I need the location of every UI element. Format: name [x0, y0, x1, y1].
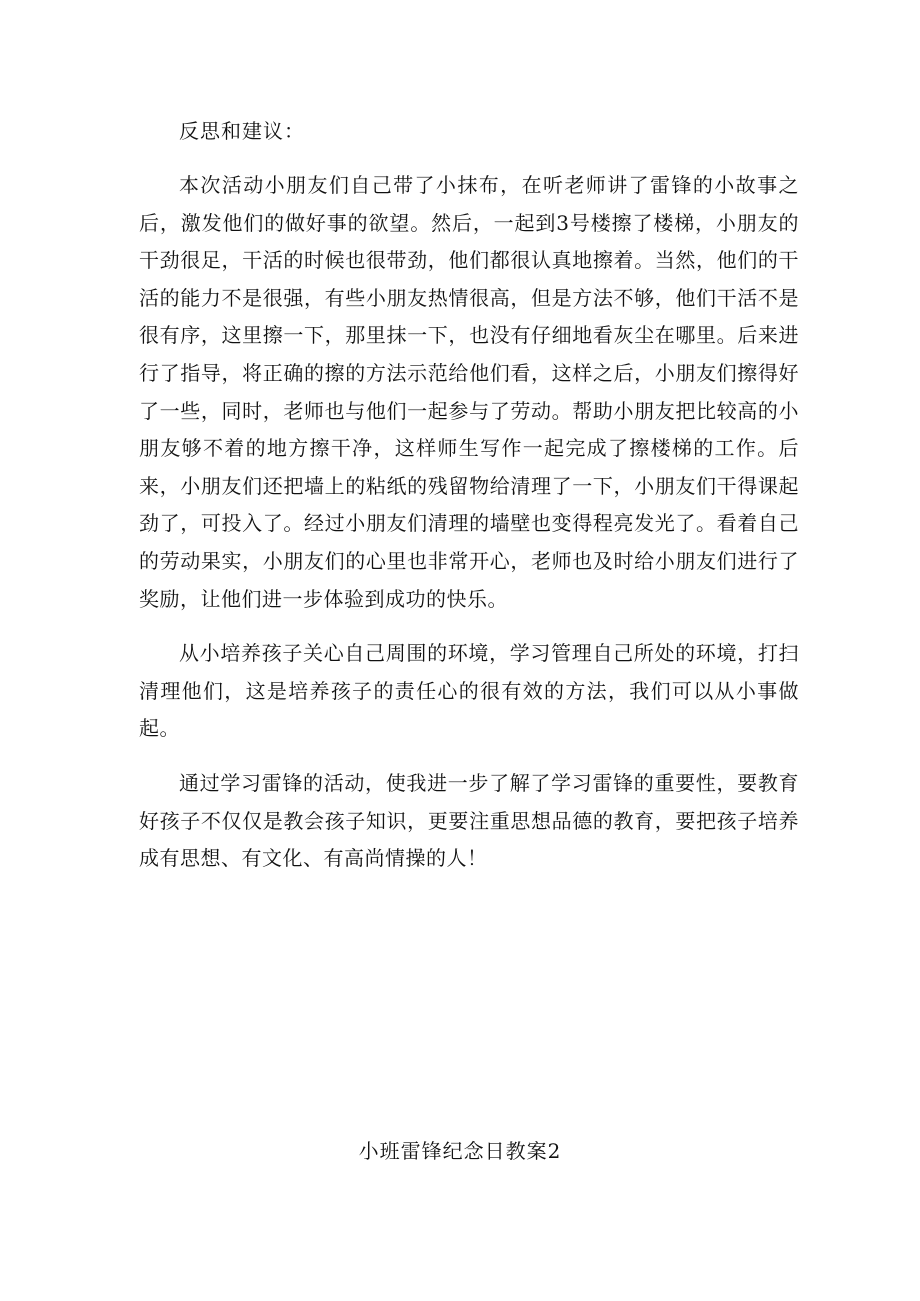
next-section-title: 小班雷锋纪念日教案2 [358, 1139, 562, 1163]
document-body [139, 112, 799, 895]
paragraph-environment: 从小培养孩子关心自己周围的环境，学习管理自己所处的环境，打扫清理他们，这是培养孩子的责任心的很有效的方法，我们可以从小事做起。 [139, 641, 799, 741]
section-heading: 反思和建议： [179, 119, 305, 143]
paragraph-conclusion: 通过学习雷锋的活动，使我进一步了解了学习雷锋的重要性，要教育好孩子不仅仅是教会孩子知识，更要注重思想品德的教育，要把孩子培养成有思想、有文化、有高尚情操的人！ [139, 770, 799, 871]
paragraph-reflection: 本次活动小朋友们自己带了小抹布，在听老师讲了雷锋的小故事之后，激发他们的做好事的欲望。然后，一起到3号楼擦了楼梯，小朋友的干劲很足，干活的时候也很带劲，他们都很认真地擦着。当然，他们的干活的能力不是很强，有些小朋友热情很高，但是方法不够，他们干活不是很有序，这里擦一下，那里抹一下，也没有仔细地看灰尘在哪里。后来进行了指导，将正确的擦的方法示范给他们看，这样之后，小朋友们擦得好了一些，同时，老师也与他们一起参与了劳动。帮助小朋友把比较高的小朋友够不着的地方擦干净，这样师生写作一起完成了擦楼梯的工作。后来，小朋友们还把墙上的粘纸的残留物给清理了一下，小朋友们干得课起劲了，可投入了。经过小朋友们清理的墙壁也变得程亮发光了。看着自己的劳动果实，小朋友们的心里也非常开心，老师也及时给小朋友们进行了奖励，让他们进一步体验到成功的快乐。 [139, 173, 799, 611]
